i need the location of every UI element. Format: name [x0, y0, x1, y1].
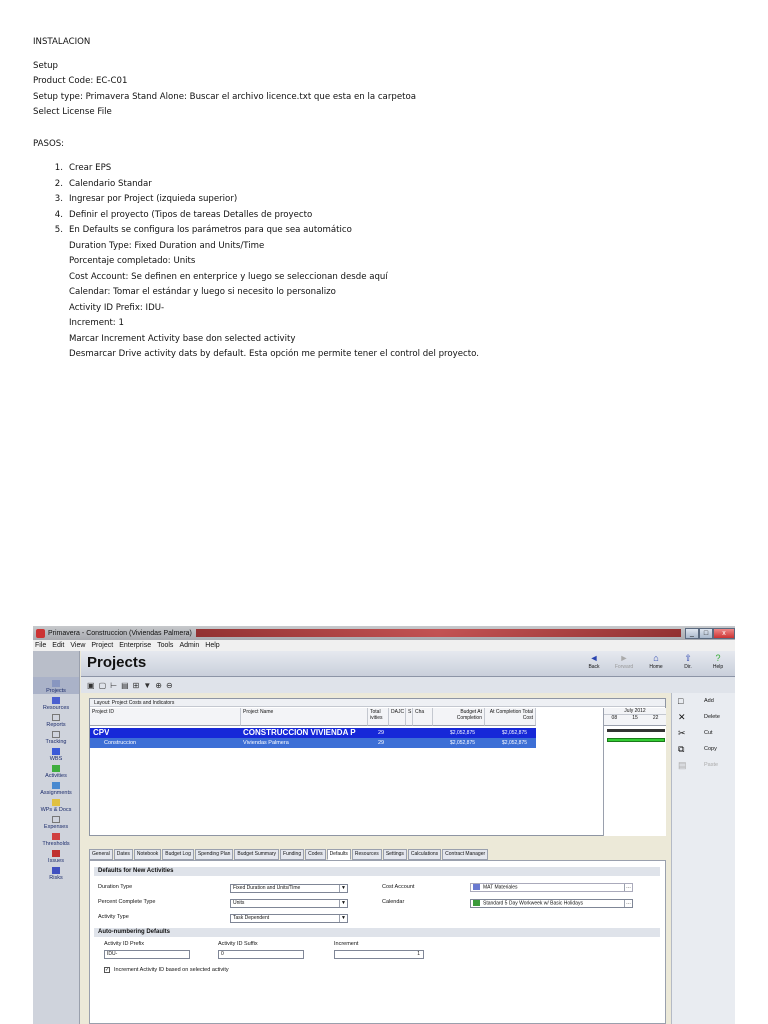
layout-label[interactable]: Layout: Project Costs and Indicators: [90, 699, 665, 707]
menu-enterprise[interactable]: Enterprise: [119, 642, 152, 649]
add-button[interactable]: □ Add: [678, 696, 714, 706]
activity-count: 29: [378, 730, 385, 736]
back-button[interactable]: ◄ Back: [588, 653, 600, 670]
maximize-button[interactable]: □: [699, 628, 713, 639]
column-header[interactable]: DAJC: [389, 708, 406, 726]
pasos-heading: PASOS:: [33, 138, 65, 149]
tab-codes[interactable]: Codes: [305, 849, 325, 860]
table-row[interactable]: [90, 738, 536, 748]
section-title: Defaults for New Activities: [94, 867, 660, 876]
thresholds-icon: [52, 833, 60, 840]
tracking-icon: [52, 731, 60, 738]
calendar-icon: [473, 900, 480, 906]
nav-reports[interactable]: Reports: [33, 711, 79, 728]
budget-at-completion: $2,052,875: [450, 740, 476, 746]
nav-wbs[interactable]: WBS: [33, 745, 79, 762]
increment-input[interactable]: 1: [334, 950, 424, 959]
window-title-prefix: Primavera -: [48, 629, 85, 637]
menu-project[interactable]: Project: [91, 642, 114, 649]
setup-line: Product Code: EC-C01: [33, 76, 128, 86]
column-header[interactable]: Project Name: [241, 708, 368, 726]
chevron-down-icon: ▼: [339, 915, 347, 922]
issues-icon: [52, 850, 60, 857]
column-header[interactable]: At Completion Total Cost: [485, 708, 536, 726]
activity-type-select[interactable]: Task Dependent ▼: [230, 914, 348, 923]
chevron-down-icon: ▼: [339, 885, 347, 892]
columns-icon[interactable]: ▤: [121, 680, 129, 690]
gantt-day: 22: [652, 715, 659, 721]
copy-button[interactable]: ⧉ Copy: [678, 743, 717, 754]
paste-button[interactable]: ▤ Paste: [678, 759, 719, 770]
chevron-down-icon: ▼: [339, 900, 347, 907]
tab-defaults[interactable]: Defaults: [327, 849, 351, 860]
step5-detail: Increment: 1: [69, 318, 124, 328]
hierarchy-icon[interactable]: ⊢: [110, 680, 118, 690]
tab-notebook[interactable]: Notebook: [134, 849, 161, 860]
column-header[interactable]: Budget At Completion: [433, 708, 485, 726]
calendar-field[interactable]: Standard 5 Day Workweek w/ Basic Holidays …: [470, 899, 633, 908]
calendar-label: Calendar: [382, 899, 405, 905]
step5-detail: Calendar: Tomar el estándar y luego si necesito lo personalizo: [69, 287, 336, 297]
page-header: [81, 651, 735, 677]
resources-icon: [52, 697, 60, 704]
menu-bar: [33, 640, 735, 651]
tab-settings[interactable]: Settings: [383, 849, 407, 860]
duration-type-select[interactable]: Fixed Duration and Units/Time ▼: [230, 884, 348, 893]
help-button[interactable]: ? Help: [712, 653, 724, 670]
cost-account-icon: [473, 884, 480, 890]
projects-icon: [52, 680, 60, 687]
assignments-icon: [52, 782, 60, 789]
zoom-in-icon[interactable]: ⊕: [155, 680, 162, 690]
directory-icon: ⇧: [684, 653, 692, 663]
step-item: 4. Definir el proyecto (Tipos de tareas Detalles de proyecto: [54, 209, 313, 220]
menu-view[interactable]: View: [70, 642, 86, 649]
add-icon: □: [678, 696, 684, 706]
activity-type-label: Activity Type: [98, 914, 129, 920]
activity-id-suffix-input[interactable]: 0: [218, 950, 304, 959]
left-nav: [33, 651, 80, 1024]
step5-detail: Duration Type: Fixed Duration and Units/Time: [69, 240, 265, 251]
filter-icon[interactable]: ▼: [143, 680, 152, 690]
zoom-out-icon[interactable]: ⊖: [165, 680, 173, 690]
budget-at-completion: $2,052,875: [450, 730, 476, 736]
delete-icon: ✕: [678, 711, 686, 722]
cut-icon: ✂: [678, 727, 686, 738]
tab-calculations[interactable]: Calculations: [408, 849, 441, 860]
project-name: Viviendas Palmera: [243, 740, 289, 746]
risks-icon: [52, 867, 60, 874]
doc-heading: INSTALACION: [33, 37, 91, 47]
table-row[interactable]: [90, 728, 536, 738]
page-title: Projects: [87, 654, 147, 671]
wbs-icon: [52, 748, 60, 755]
nav-projects[interactable]: Projects: [33, 677, 79, 694]
directory-button[interactable]: ⇧ Dir.: [684, 653, 692, 670]
tab-resources[interactable]: Resources: [352, 849, 382, 860]
activities-icon: [52, 765, 60, 772]
project-id: CPV: [93, 728, 110, 737]
gantt-month: July 2012: [624, 708, 646, 714]
menu-help[interactable]: Help: [205, 642, 220, 649]
window-titlebar: [33, 626, 735, 640]
setup-line: Setup type: Primavera Stand Alone: Buscar el archivo licence.txt que esta en la carpetoa: [33, 91, 416, 102]
gantt-project-bar[interactable]: [607, 738, 665, 742]
nav-expenses[interactable]: Expenses: [33, 813, 79, 830]
reports-icon: [52, 714, 60, 721]
tab-budget-summary[interactable]: Budget Summary: [234, 849, 279, 860]
nav-thresholds[interactable]: Thresholds: [33, 830, 79, 847]
menu-tools[interactable]: Tools: [157, 642, 174, 649]
nav-issues[interactable]: Issues: [33, 847, 79, 864]
step5-detail: Marcar Increment Activity base don selected activity: [69, 333, 296, 344]
forward-arrow-icon: ►: [619, 653, 629, 663]
activity-id-prefix-input[interactable]: IDU-: [104, 950, 190, 959]
increment-checkbox[interactable]: ✓: [105, 967, 110, 973]
actions-panel: [671, 693, 735, 1024]
primavera-window: [33, 626, 735, 1024]
activity-id-prefix-label: Activity ID Prefix: [104, 941, 145, 947]
percent-complete-select[interactable]: Units ▼: [230, 899, 348, 908]
step-item: 2. Calendario Standar: [54, 178, 152, 189]
delete-button[interactable]: ✕ Delete: [678, 711, 720, 722]
step5-detail: Porcentaje completado: Units: [69, 256, 196, 266]
section-title: Auto-numbering Defaults: [94, 928, 660, 937]
activity-count: 29: [378, 740, 385, 746]
nav-tracking[interactable]: Tracking: [33, 728, 79, 745]
toolbar: [81, 677, 735, 693]
nav-assignments[interactable]: Assignments: [33, 779, 79, 796]
percent-complete-label: Percent Complete Type: [98, 899, 156, 905]
column-header[interactable]: Cha: [413, 708, 433, 726]
projects-grid: [89, 698, 666, 836]
help-icon: ?: [715, 653, 721, 663]
increment-label: Increment: [334, 941, 359, 947]
minimize-button[interactable]: _: [685, 628, 699, 639]
ellipsis-icon[interactable]: …: [626, 900, 631, 906]
app-icon: [36, 629, 45, 638]
tab-budget-log[interactable]: Budget Log: [162, 849, 194, 860]
window-title-project: Construccion (Viviendas Palmera): [86, 629, 192, 637]
print-icon[interactable]: ▣: [87, 680, 95, 690]
tab-dates[interactable]: Dates: [114, 849, 133, 860]
gantt-summary-bar[interactable]: [607, 729, 665, 732]
step5-detail: Activity ID Prefix: IDU-: [69, 302, 165, 313]
cost-account-label: Cost Account: [382, 884, 415, 890]
documents-icon: [52, 799, 60, 806]
total-cost: $2,052,875: [502, 730, 528, 736]
column-header[interactable]: S: [406, 708, 413, 726]
increment-checkbox-label: Increment Activity ID based on selected activity: [114, 967, 229, 973]
menu-edit[interactable]: Edit: [52, 642, 65, 649]
tab-contract-manager[interactable]: Contract Manager: [442, 849, 488, 860]
menu-admin[interactable]: Admin: [179, 642, 200, 649]
cut-button[interactable]: ✂ Cut: [678, 727, 713, 738]
gantt-day: 15: [632, 715, 638, 721]
project-id: Construccion: [104, 740, 137, 746]
total-cost: $2,052,875: [502, 740, 528, 746]
document-body: [33, 35, 733, 363]
nav-wps-docs[interactable]: WPs & Docs: [33, 796, 79, 813]
print-preview-icon[interactable]: ▢: [98, 680, 107, 690]
cost-account-field[interactable]: MAT Materiales …: [470, 883, 633, 892]
steps-list: [37, 161, 733, 239]
home-icon: ⌂: [653, 653, 659, 663]
copy-icon: ⧉: [678, 743, 685, 754]
detail-tabs: [89, 849, 666, 860]
ellipsis-icon[interactable]: …: [626, 884, 631, 890]
setup-line: Select License File: [33, 107, 112, 117]
project-name: CONSTRUCCION VIVIENDA P: [243, 728, 356, 737]
back-arrow-icon: ◄: [589, 653, 599, 663]
paste-icon: ▤: [678, 759, 687, 770]
step-item: 5. En Defaults se configura los parámetros para que sea automático: [54, 225, 352, 235]
home-button[interactable]: ⌂ Home: [649, 653, 663, 670]
column-header[interactable]: Total ivities: [368, 708, 389, 726]
close-button[interactable]: x: [713, 628, 735, 639]
gantt-day: 08: [611, 715, 618, 721]
group-icon[interactable]: ⊞: [132, 680, 140, 690]
menu-file[interactable]: File: [35, 642, 47, 649]
setup-line: Setup: [33, 60, 59, 71]
defaults-panel: [89, 860, 666, 1024]
nav-activities[interactable]: Activities: [33, 762, 79, 779]
tab-general[interactable]: General: [89, 849, 113, 860]
step5-detail: Desmarcar Drive activity dats by default. Esta opción me permite tener el control del proyecto.: [69, 349, 479, 359]
column-header[interactable]: Project ID: [90, 708, 241, 726]
forward-button[interactable]: ► Forward: [614, 653, 634, 670]
gantt-chart: [603, 708, 666, 836]
duration-type-label: Duration Type: [98, 884, 133, 890]
tab-spending-plan[interactable]: Spending Plan: [195, 849, 234, 860]
activity-id-suffix-label: Activity ID Suffix: [218, 941, 258, 947]
nav-resources[interactable]: Resources: [33, 694, 79, 711]
nav-risks[interactable]: Risks: [33, 864, 79, 881]
step-item: 1. Crear EPS: [54, 163, 112, 173]
expenses-icon: [52, 816, 60, 823]
step5-detail: Cost Account: Se definen en enterprice y luego se seleccionan desde aquí: [69, 271, 388, 282]
step-item: 3. Ingresar por Project (izquieda superior): [54, 194, 238, 204]
tab-funding[interactable]: Funding: [280, 849, 304, 860]
